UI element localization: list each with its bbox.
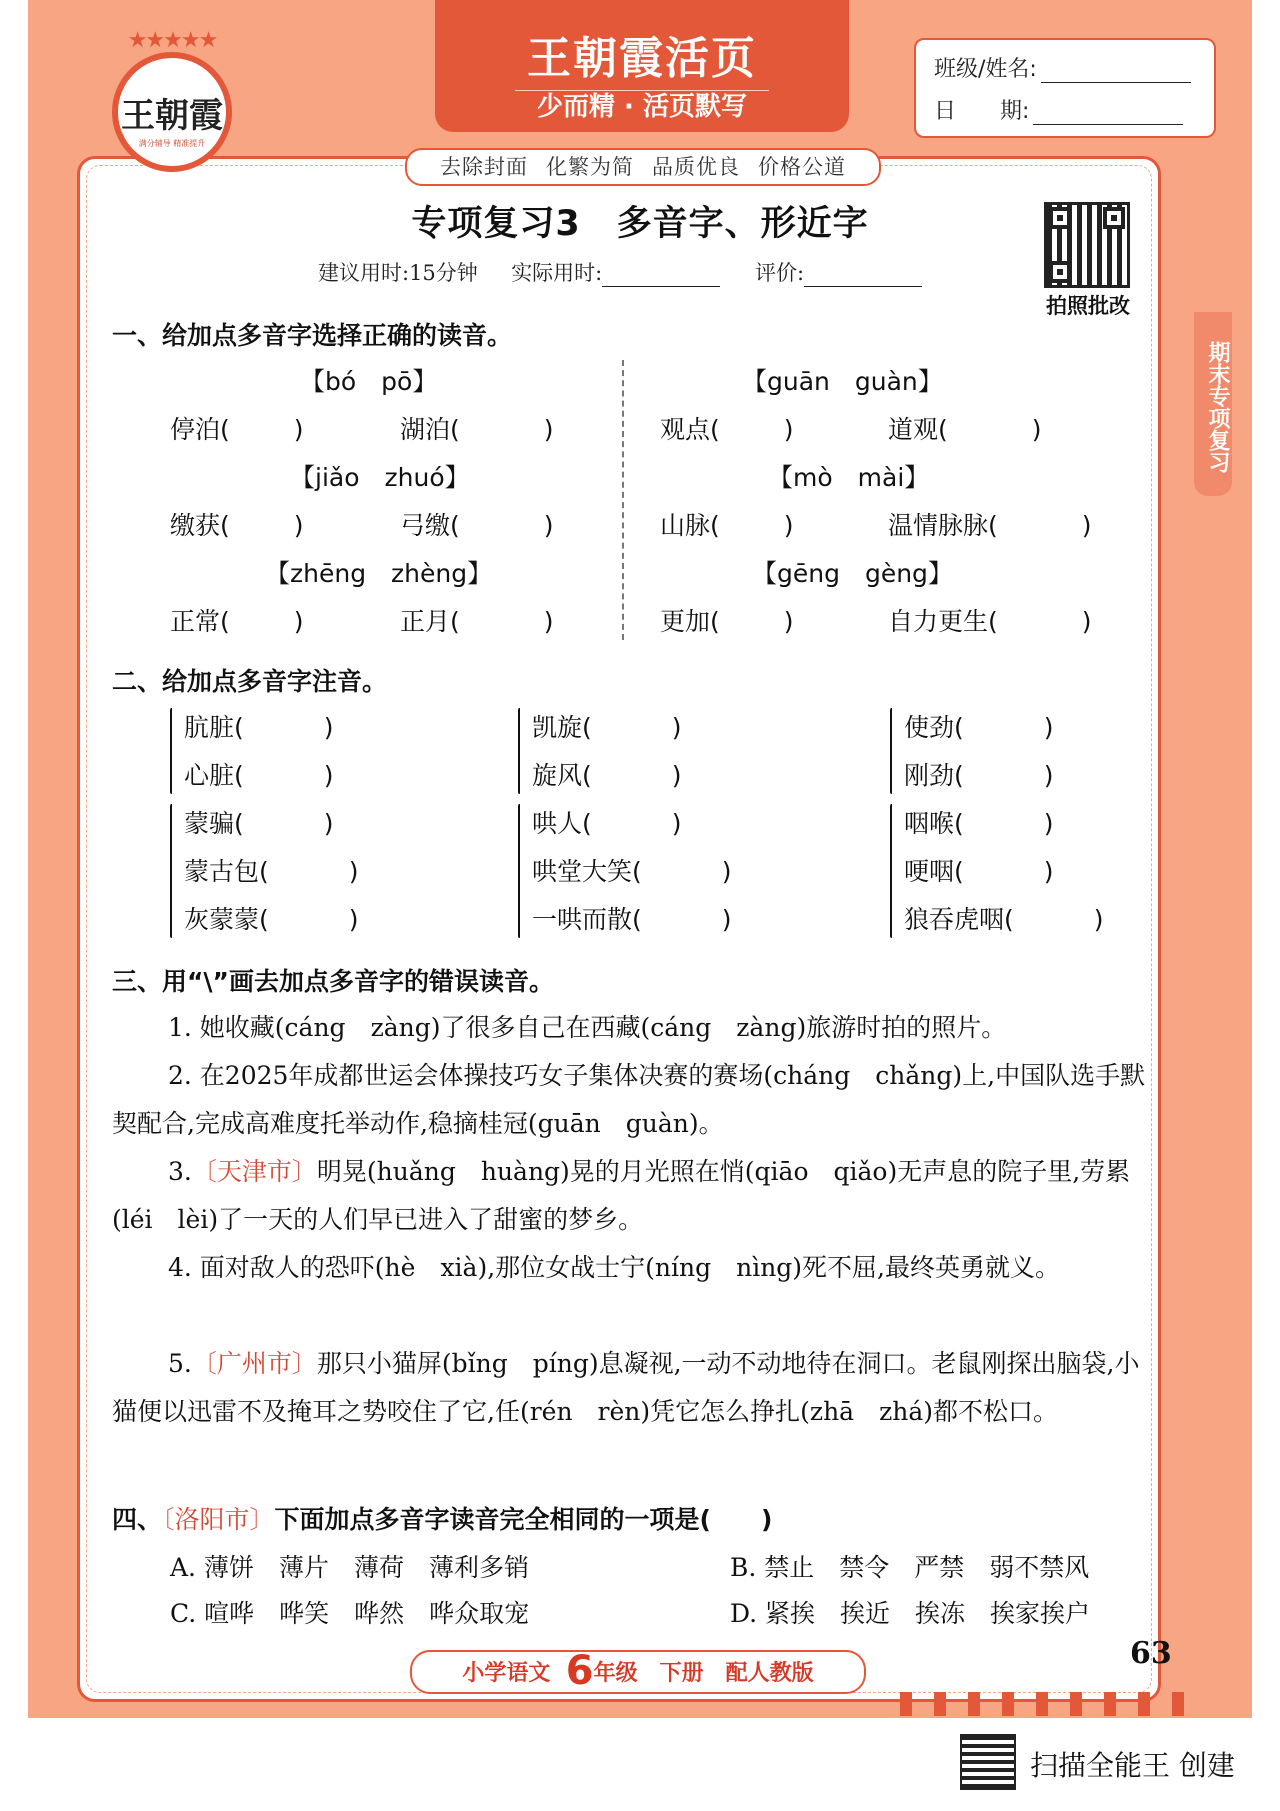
timing-row: [318, 257, 998, 287]
scanner-watermark: 扫描全能王 创建: [1030, 1749, 1235, 1782]
group-brace: [518, 708, 520, 794]
question-item: 心脏( ): [184, 761, 334, 790]
question-item: 蒙骗( ): [184, 809, 334, 838]
actual-time-field[interactable]: [602, 266, 720, 287]
section-3-heading: 三、用“\”画去加点多音字的错误读音。: [112, 967, 554, 996]
city-tag: 〔洛阳市〕: [162, 1505, 275, 1534]
side-tab: 期末专项复习: [1194, 312, 1232, 496]
question-item: 停泊( ): [170, 415, 304, 444]
logo-subtitle: 满分辅导 精准提升: [138, 139, 206, 148]
footer-bar: [410, 1650, 866, 1694]
city-tag: 〔广州市〕: [191, 1349, 317, 1378]
section-1-heading: 一、给加点多音字选择正确的读音。: [112, 321, 513, 350]
page-number: 63: [1130, 1636, 1172, 1671]
suggested-time: 建议用时:15分钟: [318, 261, 478, 285]
question-item: 刚劲( ): [904, 761, 1054, 790]
option-c[interactable]: C. 喧哗 哗笑 哗然 哗众取宠: [170, 1599, 530, 1628]
option-b[interactable]: B. 禁止 禁令 严禁 弱不禁风: [730, 1553, 1090, 1582]
question-item: 正月( ): [400, 607, 554, 636]
decorative-stripes: [900, 1692, 1200, 1716]
class-name-label: 班级/姓名:: [934, 57, 1037, 82]
slogan-item: 去除封面: [440, 155, 528, 179]
footer-subject: 小学语文: [462, 1661, 551, 1686]
evaluation-field[interactable]: [804, 266, 922, 287]
class-name-field[interactable]: [1041, 60, 1191, 83]
section-1-divider: [622, 360, 624, 640]
section-4-heading: 四、〔洛阳市〕下面加点多音字读音完全相同的一项是( ): [112, 1505, 773, 1534]
question-item: 哄人( ): [532, 809, 682, 838]
question-item: 观点( ): [660, 415, 794, 444]
brand-title: 王朝霞活页: [527, 33, 757, 84]
question-item: 凯旋( ): [532, 713, 682, 742]
date-field[interactable]: [1033, 102, 1183, 125]
question-3: 3.〔天津市〕明晃(huǎng huàng)晃的月光照在悄(qiāo qiǎo)无声息的院子里,劳累(léi lèi)了一天的人们早已进入了甜蜜的梦乡。: [112, 1157, 1131, 1234]
logo-name: 王朝霞: [121, 96, 223, 136]
footer-grade: 年级 下册 配人教版: [593, 1661, 814, 1686]
date-label: 日 期:: [934, 99, 1030, 124]
question-item: 蒙古包( ): [184, 857, 359, 886]
question-item: 弓缴( ): [400, 511, 554, 540]
question-item: 山脉( ): [660, 511, 794, 540]
pinyin-options: 【guān guàn】: [742, 367, 943, 396]
city-tag: 〔天津市〕: [191, 1157, 317, 1186]
question-4: 4. 面对敌人的恐吓(hè xià),那位女战士宁(níng nìng)死不屈,最终英勇就义。: [168, 1253, 1061, 1282]
scanner-qr-icon: [960, 1734, 1016, 1790]
question-5: 5.〔广州市〕那只小猫屏(bǐng píng)息凝视,一动不动地待在洞口。老鼠刚探出脑袋,小猫便以迅雷不及掩耳之势咬住了它,任(rén rèn)凭它怎么挣扎(zhā zhá)都不松口。: [112, 1349, 1140, 1426]
pinyin-options: 【gēng gèng】: [752, 559, 953, 588]
qr-code-icon[interactable]: [1044, 202, 1130, 288]
evaluation-label: 评价:: [754, 261, 805, 285]
question-item: 肮脏( ): [184, 713, 334, 742]
pinyin-options: 【zhēng zhèng】: [265, 559, 493, 588]
question-item: 更加( ): [660, 607, 794, 636]
slogan-item: 价格公道: [758, 155, 846, 179]
slogan-item: 品质优良: [652, 155, 740, 179]
section-2-heading: 二、给加点多音字注音。: [112, 667, 388, 696]
pinyin-options: 【jiǎo zhuó】: [290, 463, 470, 492]
question-item: 湖泊( ): [400, 415, 554, 444]
question-item: 自力更生( ): [888, 607, 1092, 636]
page-title: 专项复习3 多音字、形近字: [411, 204, 869, 244]
question-item: 旋风( ): [532, 761, 682, 790]
question-item: 道观( ): [888, 415, 1042, 444]
question-item: 正常( ): [170, 607, 304, 636]
question-2: 2. 在2025年成都世运会体操技巧女子集体决赛的赛场(cháng chǎng)上,中国队选手默契配合,完成高难度托举动作,稳摘桂冠(guān guàn)。: [112, 1061, 1146, 1138]
question-item: 温情脉脉( ): [888, 511, 1092, 540]
header-banner: [435, 0, 849, 132]
group-brace: [170, 708, 172, 794]
group-brace: [890, 708, 892, 794]
group-brace: [170, 804, 172, 938]
slogan-bar: [405, 148, 881, 186]
name-date-box: [914, 38, 1216, 138]
question-item: 灰蒙蒙( ): [184, 905, 359, 934]
option-a[interactable]: A. 薄饼 薄片 薄荷 薄利多销: [170, 1553, 529, 1582]
slogan-item: 化繁为简: [546, 155, 634, 179]
question-item: 使劲( ): [904, 713, 1054, 742]
question-item: 缴获( ): [170, 511, 304, 540]
brand-logo: [112, 28, 232, 172]
option-d[interactable]: D. 紧挨 挨近 挨冻 挨家挨户: [730, 1599, 1091, 1628]
logo-stars: ★★★★★: [127, 28, 217, 53]
brand-tagline: 少而精 · 活页默写: [515, 90, 769, 123]
group-brace: [518, 804, 520, 938]
pinyin-options: 【bó pō】: [300, 367, 438, 396]
question-item: 狼吞虎咽( ): [904, 905, 1104, 934]
question-item: 哄堂大笑( ): [532, 857, 732, 886]
qr-label: 拍照批改: [1046, 294, 1130, 318]
actual-time-label: 实际用时:: [511, 261, 603, 285]
question-item: 一哄而散( ): [532, 905, 732, 934]
group-brace: [890, 804, 892, 938]
pinyin-options: 【mò mài】: [768, 463, 930, 492]
question-item: 咽喉( ): [904, 809, 1054, 838]
question-item: 哽咽( ): [904, 857, 1054, 886]
question-1: 1. 她收藏(cáng zàng)了很多自己在西藏(cáng zàng)旅游时拍的照片。: [168, 1013, 1007, 1042]
footer-grade-number: 6: [565, 1648, 594, 1694]
